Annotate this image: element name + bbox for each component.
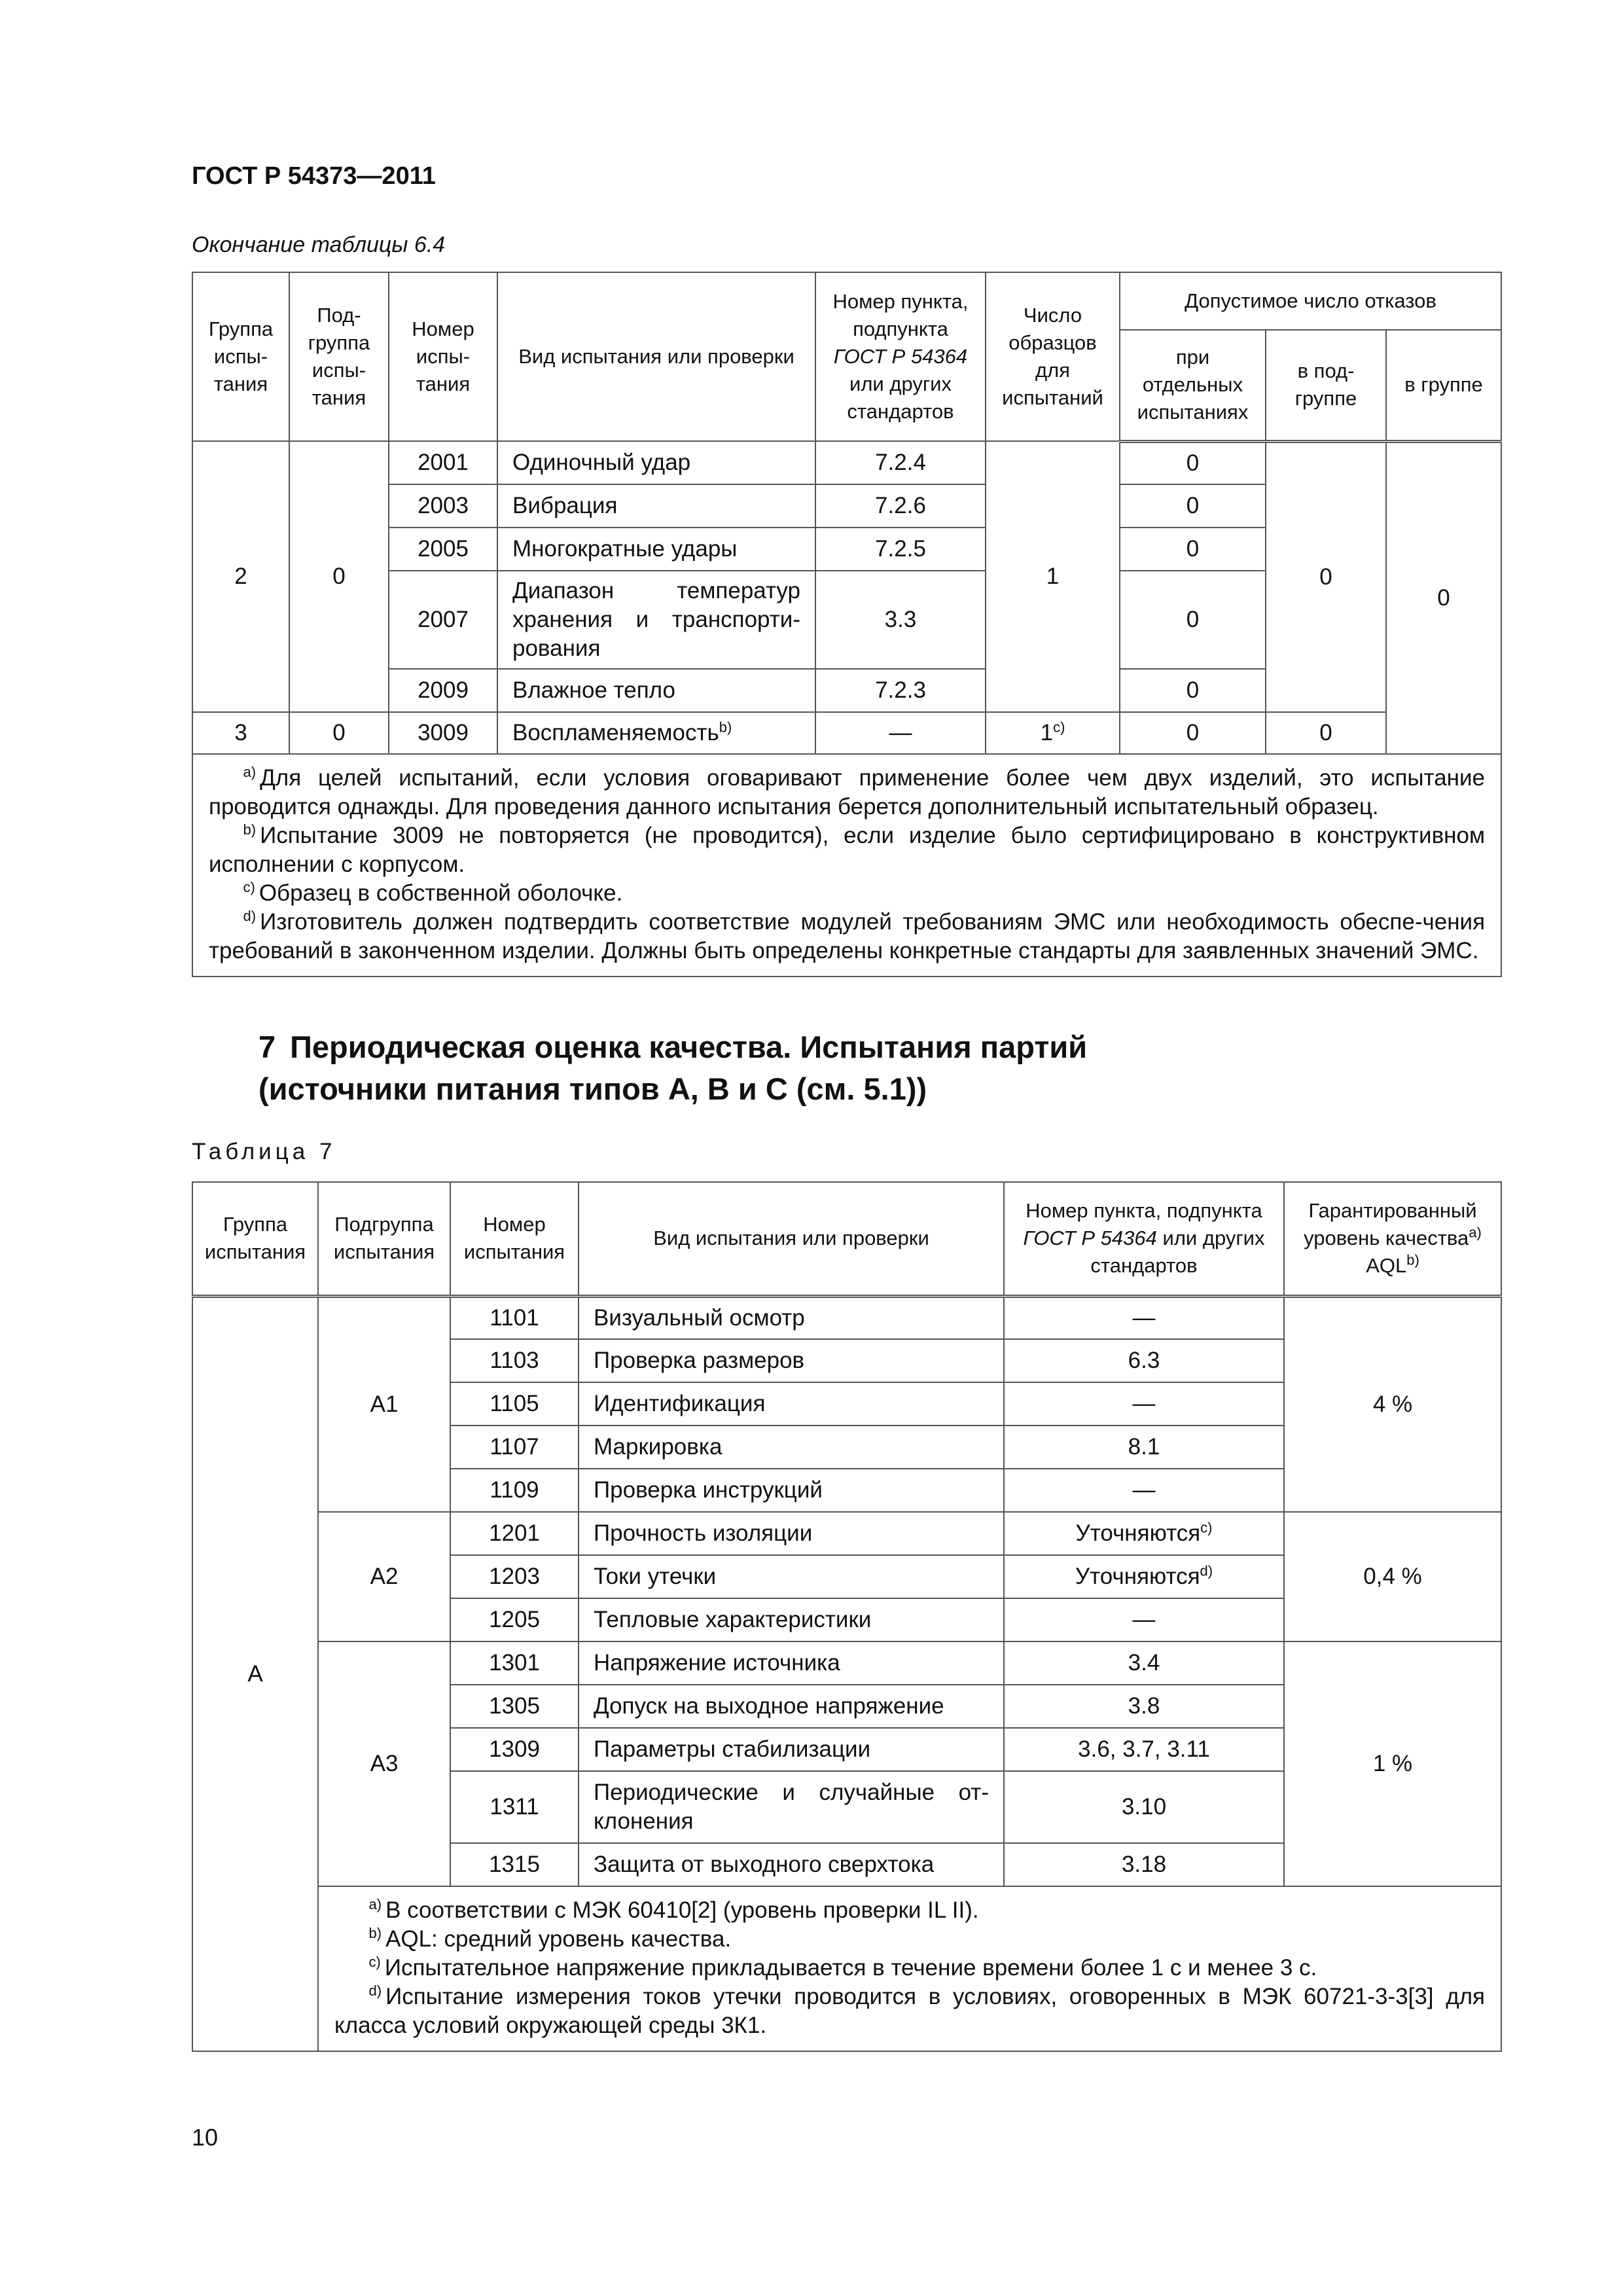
footnote-mark: b) <box>1406 1251 1419 1268</box>
cell-number: 3009 <box>389 712 497 754</box>
cell-number: 2009 <box>389 669 497 712</box>
footnote-mark: a) <box>368 1896 382 1913</box>
cell-subgroup: А1 <box>318 1296 450 1512</box>
footnote-mark: b) <box>368 1925 382 1942</box>
header-failures-subgroup: в под-группе <box>1266 330 1386 441</box>
cell-clause <box>1004 1512 1284 1555</box>
footnote-text: Испытание 3009 не повторяется (не проводится), если изделие было сертифицировано в конструктивном исполнении с корпусом. <box>209 823 1486 877</box>
cell-name: Многократные удары <box>497 528 815 571</box>
cell-name: Влажное тепло <box>497 669 815 712</box>
header-clause-standard: ГОСТ Р 54364 <box>1023 1227 1157 1250</box>
cell-number: 1301 <box>450 1641 579 1685</box>
header-failures-individual: при отдельных испытаниях <box>1120 330 1266 441</box>
cell-number: 2007 <box>389 571 497 669</box>
cell-clause: 6.3 <box>1004 1339 1284 1382</box>
header-clause-line1: Номер пункта, подпункта <box>1026 1199 1262 1223</box>
cell-clause: — <box>1004 1296 1284 1339</box>
table-notes <box>192 754 1501 977</box>
footnote-mark: d) <box>243 908 257 925</box>
header-clause <box>815 272 986 441</box>
cell-number: 1201 <box>450 1512 579 1555</box>
cell-name: Диапазон температур хранения и транспорти-рования <box>497 571 815 669</box>
table-row <box>192 1512 1501 1555</box>
footnote <box>334 1896 1485 1925</box>
cell-clause-text: Уточняются <box>1075 1520 1201 1546</box>
cell-number: 2005 <box>389 528 497 571</box>
cell-name: Периодические и случайные от-клонения <box>579 1771 1004 1843</box>
table-row <box>192 1296 1501 1339</box>
cell-number: 1109 <box>450 1469 579 1512</box>
cell-name: Защита от выходного сверхтока <box>579 1843 1004 1886</box>
table-7-caption: Таблица 7 <box>192 1139 336 1164</box>
footnote <box>334 1982 1485 2040</box>
footnote-mark: c) <box>1200 1519 1213 1536</box>
cell-aql: 0,4 % <box>1284 1512 1501 1641</box>
footnote-text: В соответствии с МЭК 60410[2] (уровень проверки IL II). <box>385 1897 979 1923</box>
cell-clause: 7.2.4 <box>815 441 986 484</box>
cell-number: 1309 <box>450 1728 579 1771</box>
cell-number: 1205 <box>450 1598 579 1641</box>
cell-name: Визуальный осмотр <box>579 1296 1004 1339</box>
notes-row <box>192 754 1501 977</box>
footnote-mark: d) <box>1200 1562 1213 1579</box>
footnote <box>209 908 1485 965</box>
cell-clause: 3.18 <box>1004 1843 1284 1886</box>
cell-fail-individual: 0 <box>1120 528 1266 571</box>
header-aql-text: Гарантированный уровень качества <box>1304 1199 1477 1250</box>
cell-number: 1101 <box>450 1296 579 1339</box>
header-test-type: Вид испытания или проверки <box>497 272 815 441</box>
cell-clause <box>1004 1555 1284 1598</box>
document-header: ГОСТ Р 54373—2011 <box>192 162 436 190</box>
cell-clause-text: Уточняются <box>1075 1564 1200 1589</box>
cell-number: 1105 <box>450 1382 579 1426</box>
notes-row <box>192 1886 1501 2051</box>
section-number: 7 <box>259 1030 276 1064</box>
cell-fail-individual: 0 <box>1120 484 1266 528</box>
footnote-mark: c) <box>243 879 255 896</box>
cell-name: Допуск на выходное напряжение <box>579 1685 1004 1728</box>
cell-subgroup: А3 <box>318 1641 450 1886</box>
cell-fail-subgroup: 0 <box>1266 712 1386 754</box>
footnote-mark: a) <box>1469 1224 1482 1241</box>
cell-name: Прочность изоляции <box>579 1512 1004 1555</box>
footnote <box>334 1954 1485 1982</box>
cell-name-text: Воспламеняемость <box>512 720 719 745</box>
footnote-text: Образец в собственной оболочке. <box>259 880 623 906</box>
cell-name: Одиночный удар <box>497 441 815 484</box>
footnote-text: AQL: средний уровень качества. <box>385 1926 732 1952</box>
header-clause-line2: или других стандартов <box>1090 1227 1265 1278</box>
cell-clause: 7.2.3 <box>815 669 986 712</box>
table-notes <box>318 1886 1501 2051</box>
cell-name: Проверка инструкций <box>579 1469 1004 1512</box>
cell-subgroup: 0 <box>289 712 389 754</box>
cell-fail-individual: 0 <box>1120 712 1266 754</box>
cell-name: Маркировка <box>579 1426 1004 1469</box>
page-number: 10 <box>192 2124 219 2151</box>
cell-name: Идентификация <box>579 1382 1004 1426</box>
footnote-text: Изготовитель должен подтвердить соответствие модулей требованиям ЭМС или необходимость обеспе-чения требований в законченном изделии. Должны быть определены конкретные стандарты для заявленных значений ЭМС. <box>209 909 1486 963</box>
footnote-mark: d) <box>368 1982 382 2000</box>
cell-clause: 3.4 <box>1004 1641 1284 1685</box>
header-group: Группа испытания <box>192 1182 318 1296</box>
section-title-line1 <box>259 1026 1436 1068</box>
cell-subgroup: А2 <box>318 1512 450 1641</box>
footnote-text: Для целей испытаний, если условия оговаривают применение более чем двух изделий, это испытание проводится однажды. Для проведения данного испытания берется дополнительный испытательный образец. <box>209 765 1486 819</box>
header-subgroup: Подгруппа испытания <box>318 1182 450 1296</box>
table-row <box>192 1641 1501 1685</box>
cell-name: Вибрация <box>497 484 815 528</box>
cell-aql: 1 % <box>1284 1641 1501 1886</box>
header-failures-group: в группе <box>1386 330 1501 441</box>
footnote-mark: a) <box>243 764 257 781</box>
cell-clause: 7.2.5 <box>815 528 986 571</box>
cell-number: 1103 <box>450 1339 579 1382</box>
cell-number: 2001 <box>389 441 497 484</box>
header-clause-standard: ГОСТ Р 54364 <box>833 345 968 368</box>
cell-samples: 1 <box>986 441 1120 712</box>
footnote-mark: c) <box>368 1954 381 1971</box>
header-clause-line2: или других стандартов <box>847 372 954 423</box>
header-clause-line1: Номер пункта, подпункта <box>832 290 969 340</box>
footnote <box>334 1925 1485 1954</box>
cell-fail-individual: 0 <box>1120 669 1266 712</box>
cell-name: Тепловые характеристики <box>579 1598 1004 1641</box>
cell-samples-text: 1 <box>1040 720 1054 745</box>
table-6-4-caption: Окончание таблицы 6.4 <box>192 232 446 257</box>
footnote-mark: b) <box>243 821 257 838</box>
cell-clause: 8.1 <box>1004 1426 1284 1469</box>
cell-name: Параметры стабилизации <box>579 1728 1004 1771</box>
cell-clause: — <box>1004 1598 1284 1641</box>
header-aql-abbrev: AQL <box>1366 1254 1407 1278</box>
cell-group: 2 <box>192 441 289 712</box>
footnote-text: Испытание измерения токов утечки проводится в условиях, оговоренных в МЭК 60721-3-3[3] для класса условий окружающей среды 3К1. <box>334 1984 1485 2038</box>
cell-clause: 3.10 <box>1004 1771 1284 1843</box>
table-7 <box>192 1181 1502 2052</box>
cell-clause: — <box>1004 1382 1284 1426</box>
header-aql <box>1284 1182 1501 1296</box>
footnote-mark: c) <box>1053 719 1065 736</box>
table-row <box>192 712 1501 754</box>
cell-number: 1107 <box>450 1426 579 1469</box>
header-group: Группа испы-тания <box>192 272 289 441</box>
table-row <box>192 441 1501 484</box>
table-6-4 <box>192 272 1502 977</box>
footnote <box>209 764 1485 821</box>
header-failures: Допустимое число отказов <box>1120 272 1501 330</box>
header-samples: Число образцов для испытаний <box>986 272 1120 441</box>
cell-name: Токи утечки <box>579 1555 1004 1598</box>
cell-number: 1203 <box>450 1555 579 1598</box>
cell-name: Проверка размеров <box>579 1339 1004 1382</box>
cell-samples <box>986 712 1120 754</box>
header-subgroup: Под-группа испы-тания <box>289 272 389 441</box>
cell-fail-individual: 0 <box>1120 441 1266 484</box>
cell-clause: 3.3 <box>815 571 986 669</box>
cell-number: 1311 <box>450 1771 579 1843</box>
cell-clause: — <box>1004 1469 1284 1512</box>
cell-name <box>497 712 815 754</box>
header-clause <box>1004 1182 1284 1296</box>
cell-clause: — <box>815 712 986 754</box>
cell-number: 1305 <box>450 1685 579 1728</box>
footnote <box>209 879 1485 908</box>
header-test-type: Вид испытания или проверки <box>579 1182 1004 1296</box>
cell-subgroup: 0 <box>289 441 389 712</box>
cell-aql: 4 % <box>1284 1296 1501 1512</box>
cell-number: 2003 <box>389 484 497 528</box>
section-title-line2: (источники питания типов А, В и С (см. 5.1)) <box>259 1071 927 1106</box>
section-title-text: Периодическая оценка качества. Испытания партий <box>290 1030 1088 1064</box>
cell-fail-subgroup: 0 <box>1266 441 1386 712</box>
cell-group: 3 <box>192 712 289 754</box>
section-title <box>259 1026 1436 1110</box>
cell-group: А <box>192 1296 318 2051</box>
header-test-number: Номер испытания <box>450 1182 579 1296</box>
cell-fail-individual: 0 <box>1120 571 1266 669</box>
cell-clause: 7.2.6 <box>815 484 986 528</box>
cell-number: 1315 <box>450 1843 579 1886</box>
footnote-mark: b) <box>719 719 732 736</box>
cell-name: Напряжение источника <box>579 1641 1004 1685</box>
cell-clause: 3.8 <box>1004 1685 1284 1728</box>
footnote <box>209 821 1485 879</box>
footnote-text: Испытательное напряжение прикладывается в течение времени более 1 с и менее 3 с. <box>384 1955 1317 1981</box>
header-test-number: Номер испы-тания <box>389 272 497 441</box>
cell-clause: 3.6, 3.7, 3.11 <box>1004 1728 1284 1771</box>
cell-fail-group: 0 <box>1386 441 1501 754</box>
